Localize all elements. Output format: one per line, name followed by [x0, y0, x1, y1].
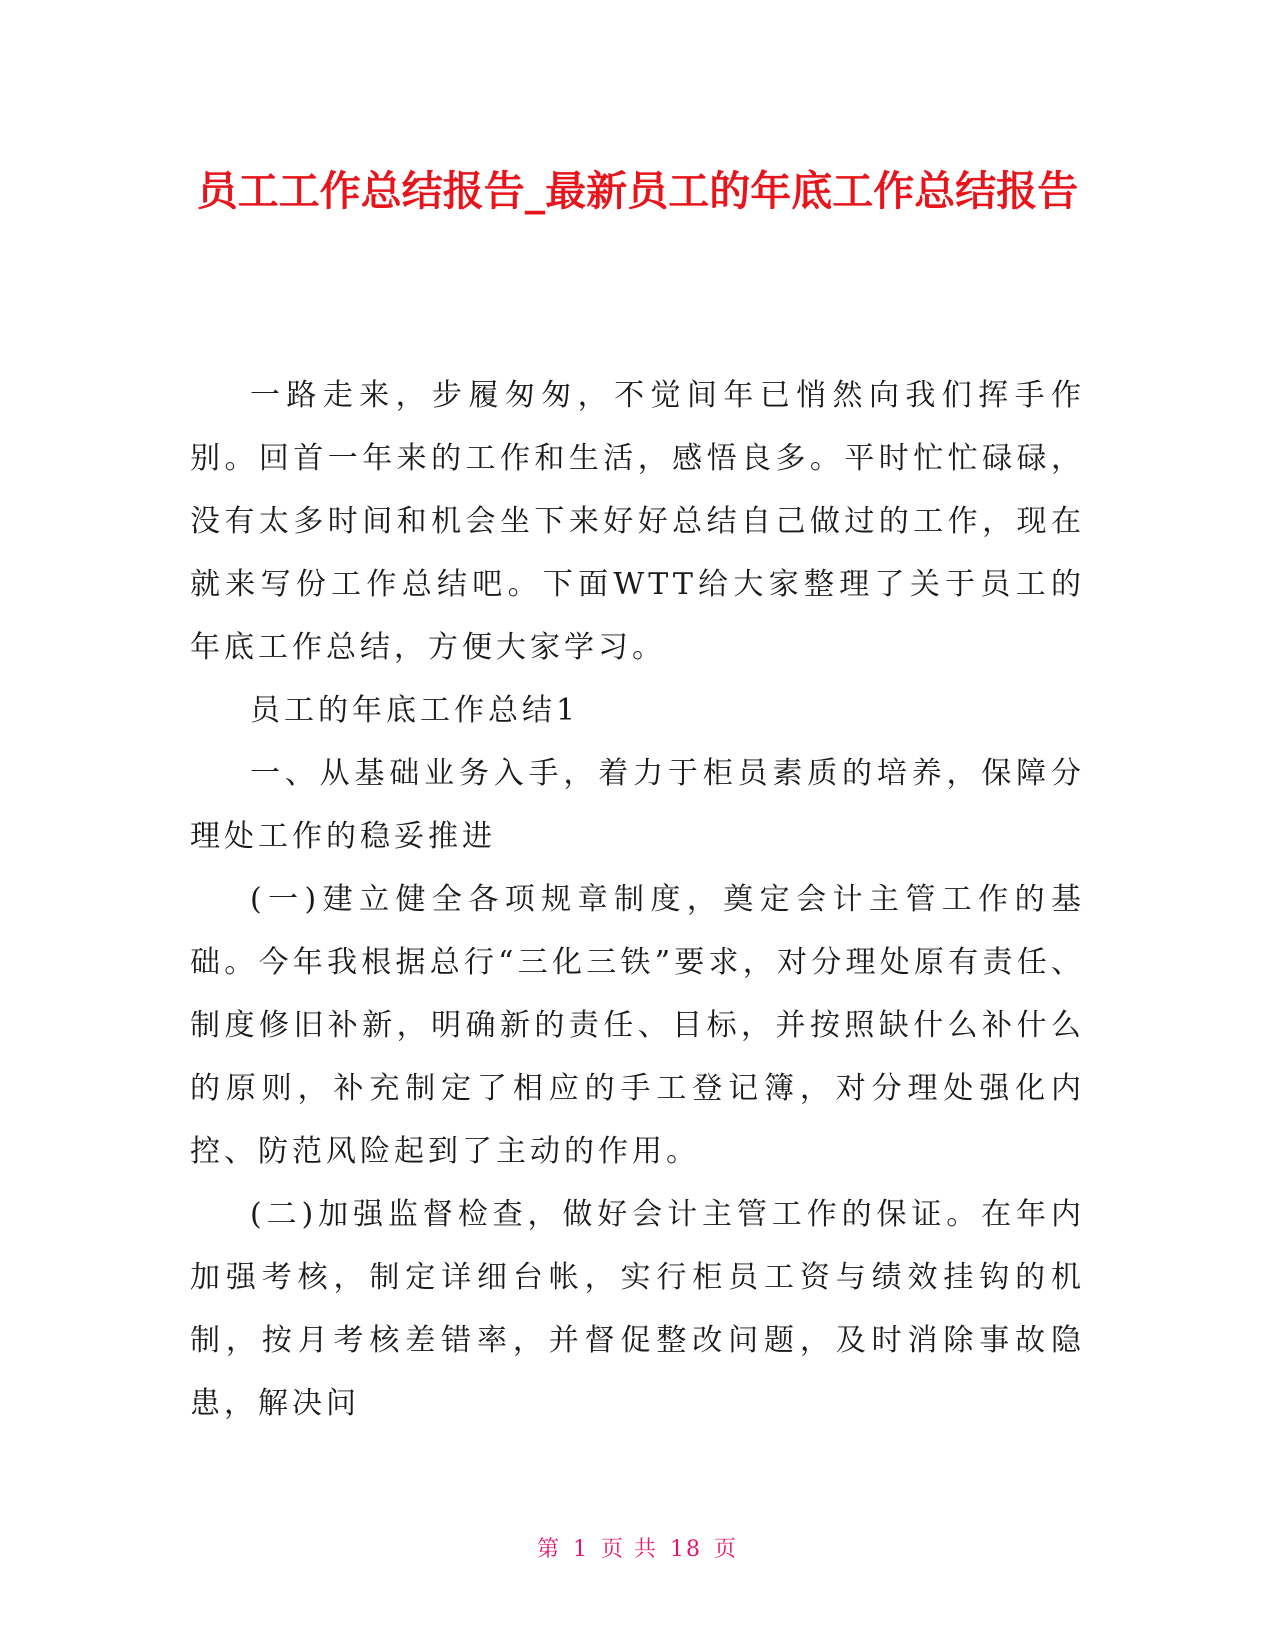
page-label-suffix: 页	[714, 1537, 739, 1562]
page-label-prefix: 第	[536, 1537, 561, 1562]
page-label-mid: 页 共	[601, 1537, 658, 1562]
document-title: 员工工作总结报告_最新员工的年底工作总结报告	[196, 167, 1079, 215]
page-number: 1	[573, 1537, 589, 1562]
intro-paragraph: 一路走来，步履匆匆，不觉间年已悄然向我们挥手作别。回首一年来的工作和生活，感悟良多。平时忙忙碌碌，没有太多时间和机会坐下来好好总结自己做过的工作，现在就来写份工作总结吧。下面WTT给大家整理了关于员工的年底工作总结，方便大家学习。	[190, 378, 1085, 665]
body-paragraph: (一)建立健全各项规章制度，奠定会计主管工作的基础。今年我根据总行“三化三铁”要求，对分理处原有责任、制度修旧补新，明确新的责任、目标，并按照缺什么补什么的原则，补充制定了相应的手工登记簿，对分理处强化内控、防范风险起到了主动的作用。	[190, 882, 1085, 1169]
document-body	[190, 364, 1085, 1435]
body-paragraph: (二)加强监督检查，做好会计主管工作的保证。在年内加强考核，制定详细台帐，实行柜员工资与绩效挂钩的机制，按月考核差错率，并督促整改问题，及时消除事故隐患，解决问	[190, 1197, 1085, 1421]
page-footer	[0, 1532, 1275, 1563]
section-heading: 员工的年底工作总结1	[250, 693, 580, 728]
subsection-heading: 一、从基础业务入手，着力于柜员素质的培养，保障分理处工作的稳妥推进	[190, 756, 1085, 854]
total-pages: 18	[670, 1537, 702, 1562]
